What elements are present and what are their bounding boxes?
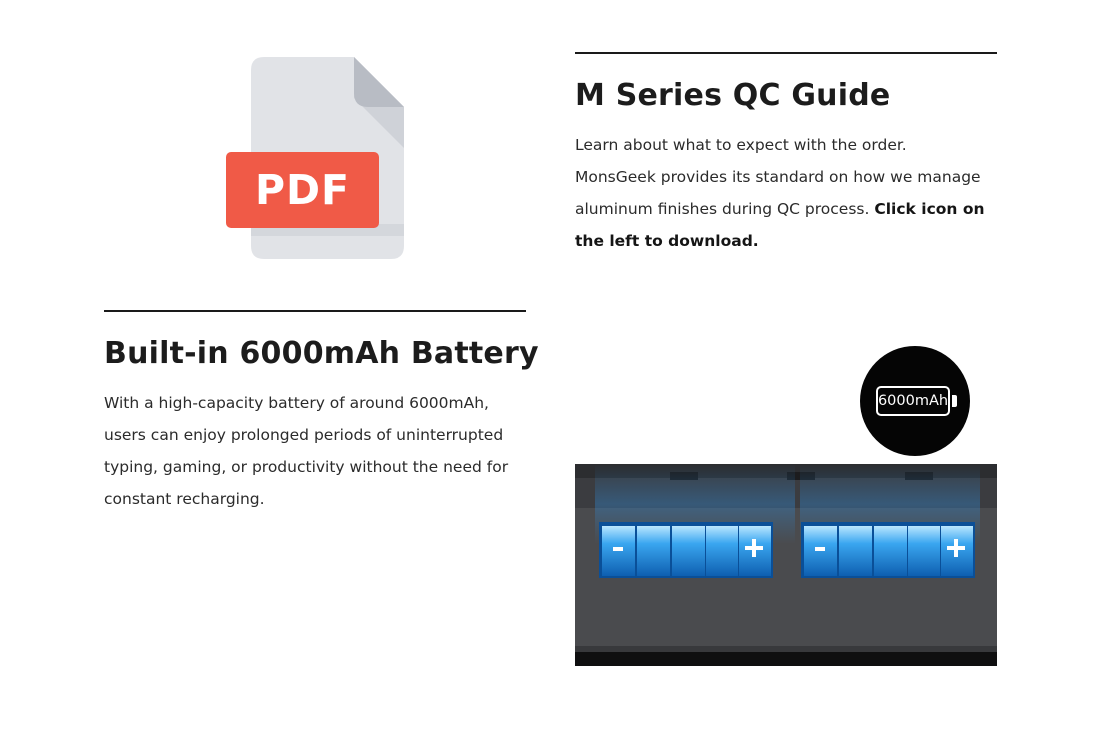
battery-terminal bbox=[952, 395, 957, 407]
battery-illustration bbox=[575, 464, 997, 666]
section-divider bbox=[575, 52, 997, 54]
battery-cells-right bbox=[801, 522, 975, 578]
pdf-label: PDF bbox=[254, 166, 351, 214]
section-divider bbox=[104, 310, 526, 312]
qc-guide-heading: M Series QC Guide bbox=[575, 78, 891, 113]
pdf-download-icon[interactable] bbox=[226, 56, 406, 261]
battery-capacity-badge bbox=[860, 346, 970, 456]
download-instruction: Click icon on the left to download. bbox=[575, 200, 985, 250]
qc-text-line2: MonsGeek provides its standard on how we manage aluminum finishes during QC process. bbox=[575, 168, 981, 218]
battery-heading: Built-in 6000mAh Battery bbox=[104, 336, 539, 371]
battery-cells-left bbox=[599, 522, 773, 578]
battery-icon bbox=[876, 386, 950, 416]
battery-description: With a high-capacity battery of around 6000mAh, users can enjoy prolonged periods of uninterrupted typing, gaming, or productivity without the need for constant recharging. bbox=[104, 394, 509, 508]
battery-capacity-label: 6000mAh bbox=[877, 393, 949, 409]
qc-text-line1: Learn about what to expect with the order. bbox=[575, 136, 907, 154]
qc-guide-description bbox=[575, 129, 1005, 257]
